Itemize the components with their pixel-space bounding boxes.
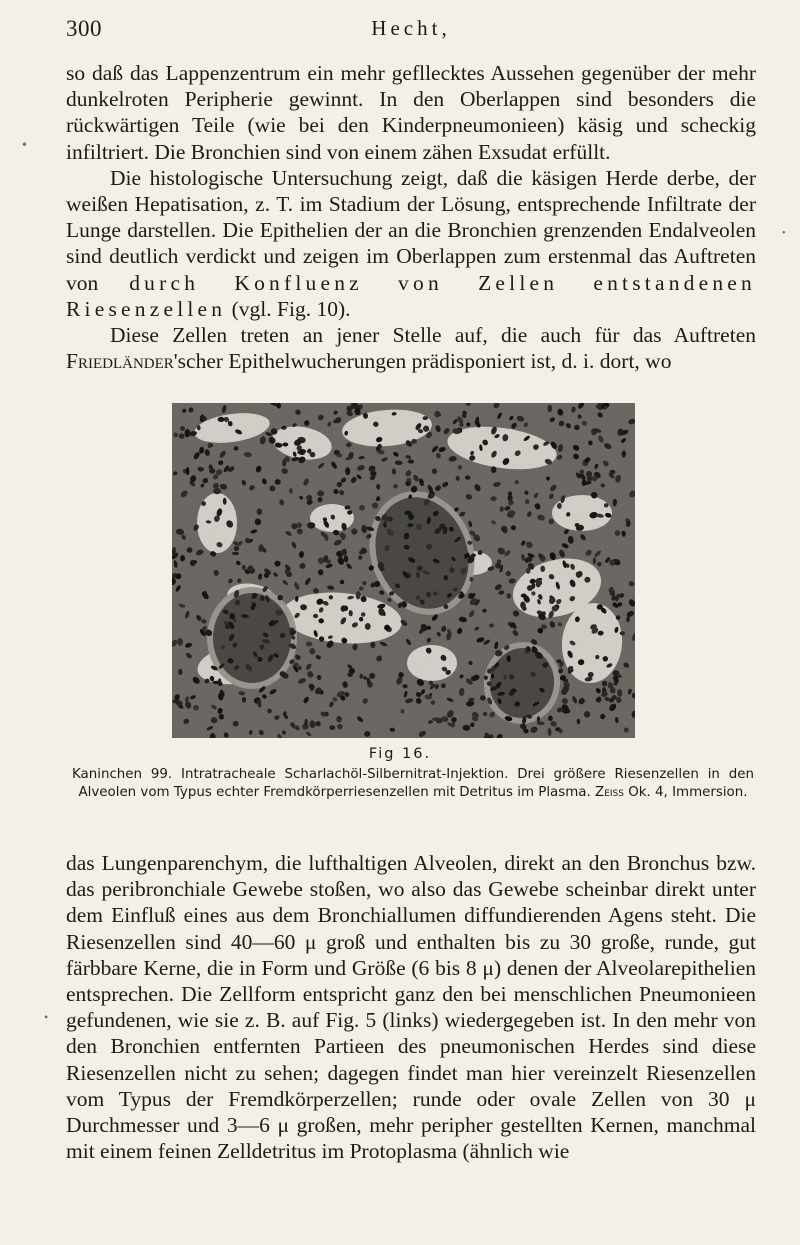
cell-nucleus bbox=[432, 718, 440, 721]
cell-nucleus bbox=[477, 423, 481, 428]
running-head: Hecht, bbox=[371, 16, 451, 40]
margin-speck: • bbox=[782, 228, 786, 239]
caption-text-end: Ok. 4, Immersion. bbox=[628, 785, 748, 800]
paragraph-3-start: Diese Zellen treten an jener Stelle auf, die auch für das Auftreten bbox=[110, 323, 756, 348]
paragraph-1: so daß das Lappenzentrum ein mehr gefllecktes Aussehen gegenüber der mehr dunkelroten Peripherie gewinnt. In den Oberlappen sind besonders die rückwärtigen Teile (wie bei den Kinderpneumonieen) käsig und scheckig infiltriert. Die Bronchien sind von einem zähen Exsudat erfüllt. bbox=[66, 61, 756, 164]
micrograph-image bbox=[172, 403, 635, 738]
spaced-emphasis: durch Konfluenz von Zellen entstandenen Riesenzellen bbox=[66, 270, 756, 321]
cell-nucleus bbox=[317, 490, 324, 496]
paragraph-4: das Lungenparenchym, die lufthaltigen Alveolen, direkt an den Bronchus bzw. das peribronchiale Gewebe stoßen, wo also das Gewebe scheinbar direkt unter dem Einfluß eines aus dem Bronchiallumen diffundierenden Agens steht. Die Riesenzellen sind 40—60 μ groß und enthalten bis zu 30 große, runde, gut färbbare Kerne, die in Form und Größe (6 bis 8 μ) denen der Alveolarepithelien entsprechen. Die Zellform entspricht ganz den bei menschlichen Pneumonieen gefundenen, wie sie z. B. auf Fig. 5 (links) wiedergegeben ist. In den mehr von den Bronchien entfernten Partieen des pneumonischen Herdes sind diese Riesenzellen nicht zu sehen; dagegen findet man hier vereinzelt Riesenzellen vom Typus der Fremdkörperzellen; runde oder ovale Zellen von 30 μ Durchmesser und 3—6 μ großen, mehr peripher gestellten Kernen, manchmal mit einem feinen Zelldetritus im Protoplasma (ähnlich wie bbox=[66, 851, 756, 1164]
margin-speck: • bbox=[22, 138, 27, 153]
margin-speck: • bbox=[44, 1010, 49, 1024]
paragraph-3 bbox=[66, 322, 756, 374]
cell-nucleus bbox=[584, 577, 590, 583]
body-text-bottom bbox=[66, 850, 756, 1164]
micrograph-figure bbox=[172, 403, 635, 738]
figure-label: Fig 16. bbox=[368, 746, 432, 762]
paragraph-2-start: Die histologische Untersuchung zeigt, daß die käsigen Herde derbe, der weißen Hepatisation, z. T. im Stadium der Lösung, entsprechende Infiltrate der Lunge darstellen. Die Epithelien der an die Bronchien grenzenden Endalveolen sind deutlich verdickt und zeigen im Oberlappen zum erstenmal das Auftreten von bbox=[66, 165, 756, 295]
cell-nucleus bbox=[329, 725, 335, 730]
body-text-top bbox=[66, 60, 756, 374]
author-name-friedlaender: Friedländer bbox=[66, 349, 174, 374]
paragraph-2-end: (vgl. Fig. 10). bbox=[231, 296, 351, 321]
paragraph-2 bbox=[66, 165, 756, 322]
cell-nucleus bbox=[405, 481, 411, 486]
caption-text: Kaninchen 99. Intratracheale Scharlachöl-Silbernitrat-Injektion. Drei größere Riesenzellen in den Alveolen vom Typus echter Fremdkörperriesenzellen mit Detritus im Plasma. bbox=[72, 767, 754, 800]
page-header bbox=[66, 16, 756, 50]
cell-nucleus bbox=[300, 604, 307, 610]
alveolar-lumen bbox=[407, 645, 457, 681]
paragraph-3-end: 'scher Epithelwucherungen prädisponiert ist, d. i. dort, wo bbox=[173, 349, 672, 374]
caption-maker-name: Zeiss bbox=[595, 785, 624, 800]
page-number: 300 bbox=[66, 16, 102, 41]
figure-caption bbox=[72, 766, 754, 802]
